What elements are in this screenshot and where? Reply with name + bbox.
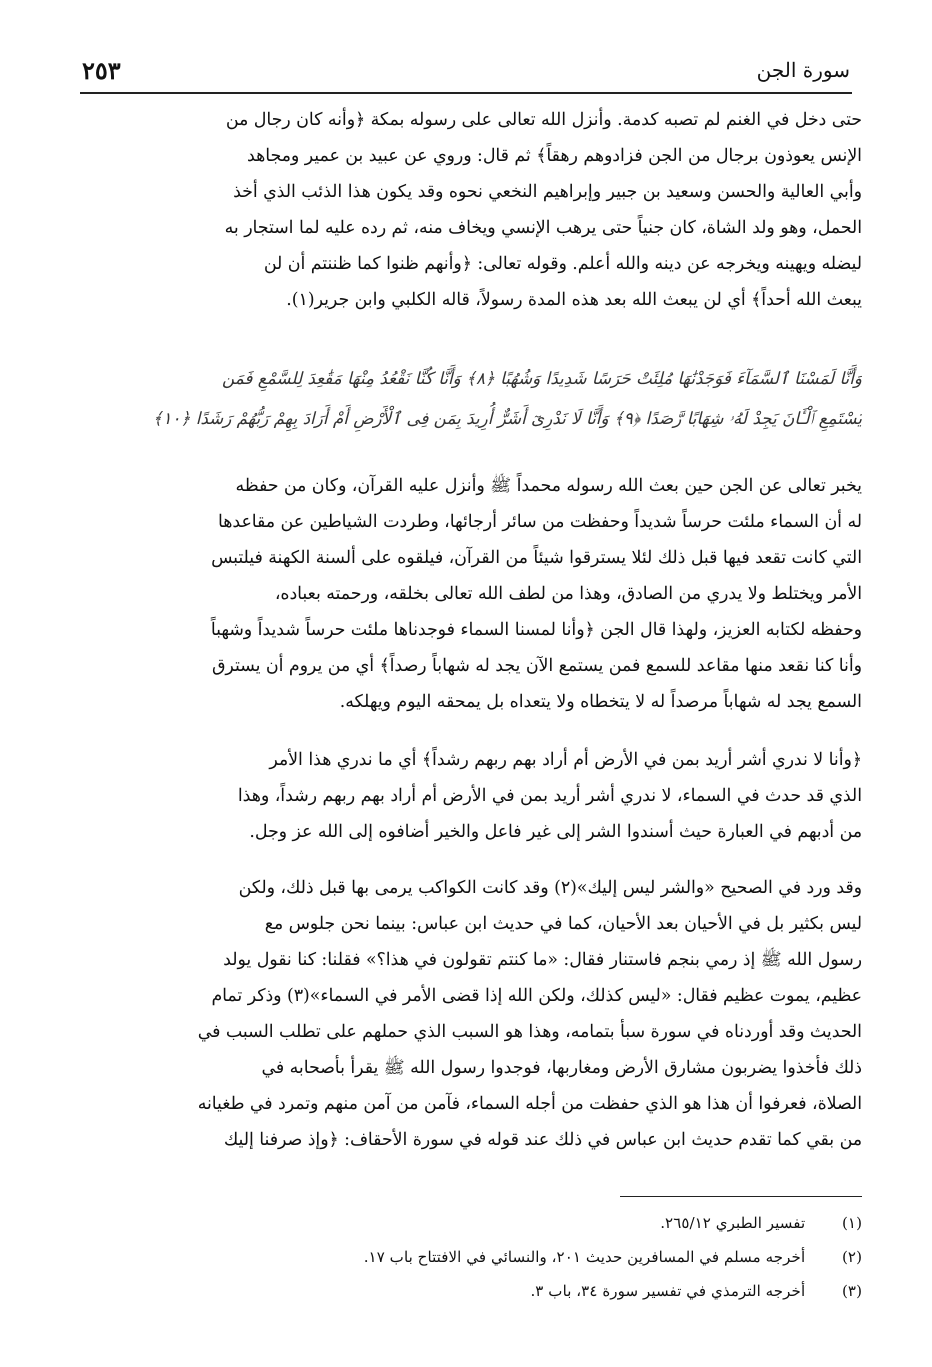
- text-line: من أدبهم في العبارة حيث أسندوا الشر إلى غير فاعل والخير أضافوه إلى الله عز وجل.: [249, 822, 862, 842]
- paragraph-2: [76, 468, 862, 720]
- text-line: وأبي العالية والحسن وسعيد بن جبير وإبراهيم النخعي نحوه وقد يكون هذا الذئب الذي أخذ: [233, 182, 862, 202]
- verse-line: وَأَنَّا لَمَسْنَا ٱلسَّمَآءَ فَوَجَدْنَٰهَا مُلِئَتْ حَرَسًا شَدِيدًا وَشُهُبًا ﴿٨﴾ وَأَنَّا كُنَّا نَقْعُدُ مِنْهَا مَقَٰعِدَ لِلسَّمْعِ فَمَن: [221, 368, 862, 388]
- quran-verses: [76, 358, 862, 438]
- text-line: وحفظه لكتابه العزيز، ولهذا قال الجن ﴿وأنا لمسنا السماء فوجدناها ملئت حرساً شديداً وشهباً: [210, 620, 862, 640]
- footnote-number: (٢): [841, 1248, 862, 1266]
- text-line: يبعث الله أحداً﴾ أي لن يبعث الله بعد هذه المدة رسولاً، قاله الكلبي وابن جرير(١).: [286, 290, 862, 310]
- verse-line: يَسْتَمِعِ ٱلْـَٔانَ يَجِدْ لَهُۥ شِهَابًا رَّصَدًا ﴿٩﴾ وَأَنَّا لَا نَدْرِىٓ أَشَرٌّ أُرِيدَ بِمَن فِى ٱلْأَرْضِ أَمْ أَرَادَ بِهِمْ رَبُّهُمْ رَشَدًا ﴿١٠﴾: [152, 408, 862, 428]
- text-line: حتى دخل في الغنم لم تصبه كدمة. وأنزل الله تعالى على رسوله بمكة ﴿وأنه كان رجال من: [225, 110, 862, 130]
- text-line: الحمل، وهو ولد الشاة، كان جنياً حتى يرهب الإنسي ويخاف منه، ثم رده عليه لما استجار به: [224, 218, 862, 238]
- text-line: الأمر ويختلط ولا يدري من الصادق، وهذا من لطف الله تعالى بخلقه، ورحمته بعباده،: [274, 584, 862, 604]
- paragraph-4: [76, 870, 862, 1158]
- footnote-text: تفسير الطبري ٢٦٥/١٢.: [660, 1214, 806, 1232]
- text-line: عظيم، يموت عظيم فقال: «ليس كذلك، ولكن الله إذا قضى الأمر في السماء»(٣) وذكر تمام: [211, 986, 862, 1006]
- text-line: الصلاة، فعرفوا أن هذا هو الذي حفظت من أجله السماء، فآمن من آمن منهم وتمرد في طغيانه: [197, 1094, 862, 1114]
- footnote-item: [76, 1240, 862, 1274]
- text-line: التي كانت تقعد فيها قبل ذلك لئلا يسترقوا شيئاً من القرآن، فيلقوه على ألسنة الكهنة فيلتبس: [211, 548, 862, 568]
- text-line: ﴿وأنا لا ندري أشر أريد بمن في الأرض أم أراد بهم ربهم رشداً﴾ أي ما ندري هذا الأمر: [269, 750, 862, 770]
- header-divider: [80, 92, 852, 94]
- footnote-text: أخرجه مسلم في المسافرين حديث ٢٠١، والنسائي في الافتتاح باب ١٧.: [363, 1248, 806, 1266]
- text-line: الذي قد حدث في السماء، لا ندري أشر أريد بمن في الأرض أم أراد بهم ربهم رشداً، وهذا: [237, 786, 862, 806]
- footnote-item: [76, 1206, 862, 1240]
- running-head: [80, 52, 852, 88]
- text-line: وقد ورد في الصحيح «والشر ليس إليك»(٢) وقد كانت الكواكب يرمى بها قبل ذلك، ولكن: [238, 878, 862, 898]
- text-line: وأنا كنا نقعد منها مقاعد للسمع فمن يستمع الآن يجد له شهاباً رصداً﴾ أي من يروم أن يسترق: [212, 656, 862, 676]
- page-number: ٢٥٣: [82, 56, 121, 85]
- text-line: ذلك فأخذوا يضربون مشارق الأرض ومغاربها، فوجدوا رسول الله ﷺ يقرأ بأصحابه في: [261, 1058, 862, 1078]
- footnote-number: (٣): [841, 1282, 862, 1300]
- footnote-item: [76, 1274, 862, 1308]
- text-line: رسول الله ﷺ إذ رمي بنجم فاستنار فقال: «ما كنتم تقولون في هذا؟» فقلنا: كنا نقول يولد: [223, 950, 862, 970]
- paragraph-1: [76, 102, 862, 318]
- paragraph-3: [76, 742, 862, 850]
- surah-title: سورة الجن: [756, 58, 850, 82]
- footnote-text: أخرجه الترمذي في تفسير سورة ٣٤، باب ٣.: [530, 1282, 806, 1300]
- text-line: الحديث وقد أوردناه في سورة سبأ بتمامه، وهذا هو السبب الذي حملهم على تطلب السبب في: [197, 1022, 862, 1042]
- text-line: الإنس يعوذون برجال من الجن فزادوهم رهقاً﴾ ثم قال: وروي عن عبيد بن عمير ومجاهد: [247, 146, 862, 166]
- text-line: ليضله ويهينه ويخرجه عن دينه والله أعلم. وقوله تعالى: ﴿وأنهم ظنوا كما ظننتم أن لن: [263, 254, 862, 274]
- text-line: السمع يجد له شهاباً مرصداً له لا يتخطاه ولا يتعداه بل يمحقه اليوم ويهلكه.: [339, 692, 862, 712]
- text-line: ليس بكثير بل في الأحيان بعد الأحيان، كما في حديث ابن عباس: بينما نحن جلوس مع: [264, 914, 862, 934]
- footnote-divider: [620, 1196, 862, 1197]
- text-line: له أن السماء ملئت حرساً شديداً وحفظت من سائر أرجائها، وطردت الشياطين عن مقاعدها: [218, 512, 862, 532]
- footnote-number: (١): [841, 1214, 862, 1232]
- text-line: يخبر تعالى عن الجن حين بعث الله رسوله محمداً ﷺ وأنزل عليه القرآن، وكان من حفظه: [235, 476, 862, 496]
- text-line: من بقي كما تقدم حديث ابن عباس في ذلك عند قوله في سورة الأحقاف: ﴿وإذ صرفنا إليك: [223, 1130, 862, 1150]
- footnotes: [76, 1206, 862, 1308]
